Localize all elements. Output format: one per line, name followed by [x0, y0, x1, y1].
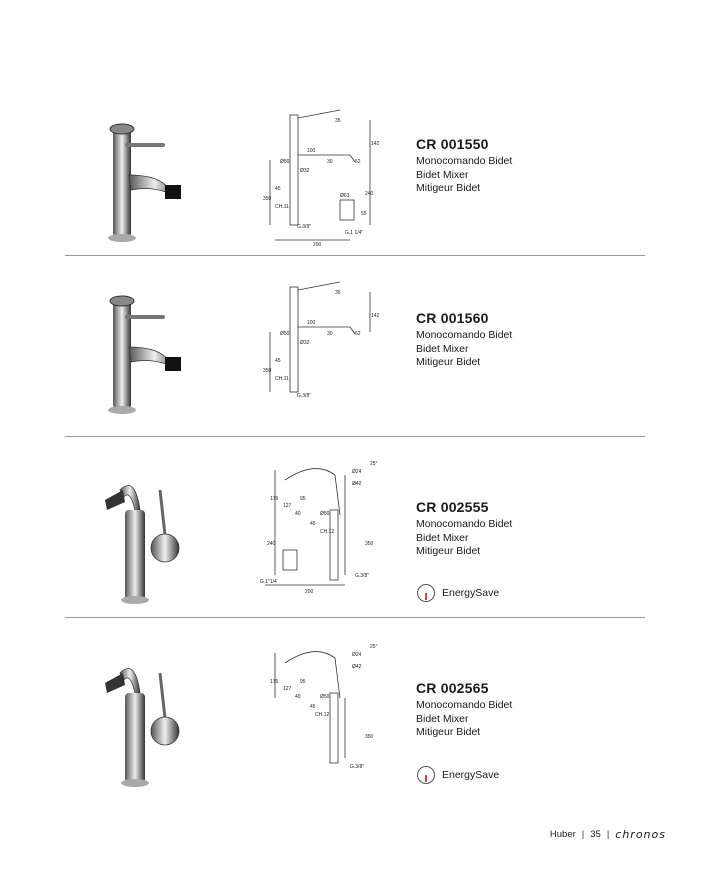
- svg-text:CH.12: CH.12: [320, 529, 335, 535]
- section-divider: [65, 255, 645, 256]
- desc-line: Mitigeur Bidet: [416, 726, 481, 738]
- energysave-icon: [416, 765, 436, 785]
- section-divider: [65, 436, 645, 437]
- svg-text:Ø50: Ø50: [320, 511, 330, 517]
- svg-text:35: 35: [335, 290, 341, 296]
- desc-line: Monocomando Bidet: [416, 329, 513, 341]
- technical-drawing: [255, 455, 385, 605]
- svg-text:350: 350: [263, 368, 272, 374]
- chronos-logo: chronos: [615, 828, 666, 841]
- svg-text:127: 127: [283, 686, 292, 692]
- product-info: [416, 499, 512, 559]
- svg-text:Ø50: Ø50: [280, 331, 290, 337]
- svg-text:100: 100: [307, 148, 316, 154]
- desc-line: Bidet Mixer: [416, 531, 469, 544]
- svg-text:100: 100: [307, 320, 316, 326]
- svg-text:350: 350: [365, 734, 374, 740]
- svg-text:Ø42: Ø42: [352, 481, 362, 487]
- svg-text:CH.11: CH.11: [275, 376, 289, 382]
- faucet-photo-icon: [85, 470, 205, 610]
- footer-brand: Huber: [549, 829, 576, 840]
- svg-text:142: 142: [371, 313, 380, 319]
- faucet-photo-icon: [85, 287, 205, 427]
- svg-text:240: 240: [267, 541, 276, 547]
- svg-text:142: 142: [371, 141, 380, 147]
- svg-text:55: 55: [361, 211, 367, 217]
- desc-line: Mitigeur Bidet: [416, 545, 481, 557]
- svg-text:25°: 25°: [370, 644, 378, 650]
- product-info: [416, 136, 512, 196]
- svg-text:G.1"1/4: G.1"1/4: [260, 579, 277, 585]
- desc-line: Bidet Mixer: [416, 342, 469, 355]
- svg-text:175: 175: [270, 679, 279, 685]
- svg-text:Ø50: Ø50: [280, 159, 290, 165]
- svg-text:Ø63: Ø63: [340, 193, 350, 199]
- svg-text:30: 30: [327, 159, 333, 165]
- svg-text:40: 40: [295, 694, 301, 700]
- page-footer: [550, 828, 666, 841]
- svg-text:175: 175: [270, 496, 279, 502]
- desc-line: Bidet Mixer: [416, 168, 469, 181]
- svg-text:62: 62: [355, 159, 361, 165]
- product-code: CR 002565: [416, 680, 489, 696]
- svg-text:62: 62: [355, 331, 361, 337]
- section-divider: [65, 617, 645, 618]
- faucet-photo-icon: [85, 115, 205, 255]
- svg-text:350: 350: [263, 196, 272, 202]
- svg-text:Ø42: Ø42: [352, 664, 362, 670]
- svg-text:45: 45: [275, 186, 281, 192]
- technical-drawing: [255, 100, 385, 250]
- svg-text:200: 200: [305, 589, 314, 595]
- energysave-label: EnergySave: [442, 587, 500, 599]
- energysave-badge: [416, 583, 499, 603]
- product-info: [416, 680, 512, 740]
- technical-drawing: [255, 638, 385, 788]
- svg-text:Ø24: Ø24: [352, 469, 362, 475]
- svg-text:95: 95: [300, 679, 306, 685]
- footer-separator: |: [581, 829, 585, 840]
- product-code: CR 001560: [416, 310, 489, 326]
- svg-text:G.3/8": G.3/8": [350, 764, 365, 770]
- svg-text:30: 30: [327, 331, 333, 337]
- svg-text:G.3/8": G.3/8": [297, 224, 312, 230]
- footer-separator: |: [606, 829, 610, 840]
- svg-text:CH.12: CH.12: [315, 712, 330, 718]
- product-code: CR 002555: [416, 499, 489, 515]
- svg-text:45: 45: [310, 704, 316, 710]
- desc-line: Monocomando Bidet: [416, 518, 513, 530]
- svg-text:Ø24: Ø24: [352, 652, 362, 658]
- desc-line: Monocomando Bidet: [416, 155, 513, 167]
- svg-text:45: 45: [310, 521, 316, 527]
- desc-line: Mitigeur Bidet: [416, 182, 481, 194]
- product-code: CR 001550: [416, 136, 489, 152]
- svg-text:350: 350: [365, 541, 374, 547]
- svg-text:Ø32: Ø32: [300, 340, 310, 346]
- svg-text:Ø50: Ø50: [320, 694, 330, 700]
- svg-text:G.3/8": G.3/8": [355, 573, 370, 579]
- svg-text:127: 127: [283, 503, 292, 509]
- svg-text:35: 35: [335, 118, 341, 124]
- svg-text:40: 40: [295, 511, 301, 517]
- page-number: 35: [590, 829, 601, 840]
- svg-text:45: 45: [275, 358, 281, 364]
- desc-line: Monocomando Bidet: [416, 699, 513, 711]
- svg-text:G.3/8": G.3/8": [297, 393, 312, 399]
- energysave-label: EnergySave: [442, 769, 500, 781]
- svg-text:200: 200: [313, 242, 322, 248]
- energysave-icon: [416, 583, 436, 603]
- desc-line: Mitigeur Bidet: [416, 356, 481, 368]
- svg-text:Ø32: Ø32: [300, 168, 310, 174]
- product-info: [416, 310, 512, 370]
- svg-text:25°: 25°: [370, 461, 378, 467]
- svg-text:95: 95: [300, 496, 306, 502]
- technical-drawing: [255, 272, 385, 422]
- energysave-badge: [416, 765, 499, 785]
- faucet-photo-icon: [85, 653, 205, 793]
- desc-line: Bidet Mixer: [416, 712, 469, 725]
- svg-text:CH.11: CH.11: [275, 204, 289, 210]
- svg-text:240: 240: [365, 191, 374, 197]
- svg-text:G.1 1/4": G.1 1/4": [345, 230, 364, 236]
